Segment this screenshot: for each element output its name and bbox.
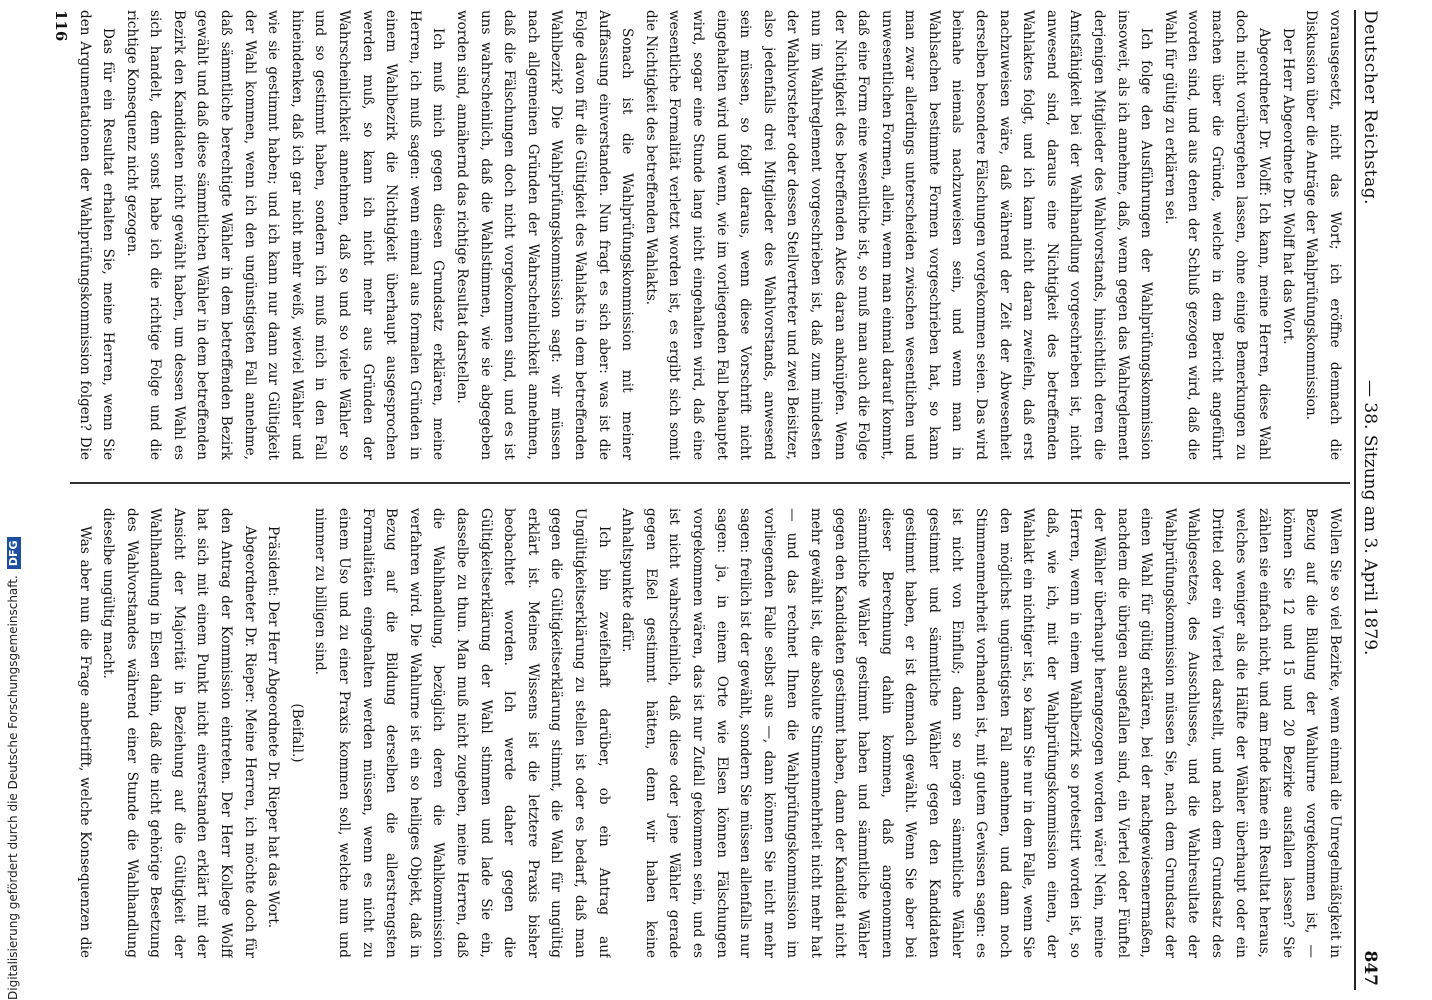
paragraph: Abgeordneter Dr. Rieper: Meine Herren, ich möchte doch für den Antrag der Kommission eintreten. Der Herr Kollege Wolff hat sich mit einem Punkt nicht einverstanden erklärt mit der Ansicht der Majorität in Beziehung auf die Gültigkeit der Wahlhandlung in Elsen dahin, daß die nicht gehörige Besetzung des Wahlvorstandes während einer Stunde die Wahlhandlung dieselbe ungültig macht.	[100, 508, 258, 958]
page-number: 847	[1360, 950, 1380, 986]
paragraph: Der Herr Abgeordnete Dr. Wolff hat das Wort.	[1279, 28, 1296, 345]
paragraph: Das für ein Resultat erhalten Sie, meine Herren, wenn Sie den Argumentationen der Wahlprüfungskommission folgen? Die	[76, 10, 117, 460]
running-header	[1354, 10, 1384, 990]
paragraph: Abgeordneter Dr. Wolff: Ich kann, meine Herren, diese Wahl doch nicht vorübergehen lassen, ohne einige Bemerkungen zu machen über die Gründe, welche in dem Bericht angeführt worden sind, und aus denen der Schluß gezogen wird, daß die Wahl für gültig zu erklären sei.	[1161, 10, 1273, 460]
header-session: — 38. Sitzung am 3. April 1879.	[1360, 380, 1380, 656]
left-column	[76, 10, 1346, 460]
header-title: Deutscher Reichstag.	[1360, 10, 1380, 205]
paragraph: Ich folge den Ausführungen der Wahlprüfungskommission insoweit, als ich annehme, daß, wenn gegen das Wahlreglement derjenigen Mitglieder des Wahlvorstands, hinsichtlich deren die Amtsfähigkeit bei der Wahlhandlung vorgeschrieben ist, nicht anwesend sind, daraus eine Nichtigkeit des betreffenden Wahlaktes folgt, und ich kann nicht daran zweifeln, daß erst nachzuweisen wäre, daß während der Zeit der Abwesenheit derselben besondere Fälschungen vorgekommen seien. Das wird beinahe niemals nachzuweisen sein, und wenn man in Wahlsachen bestimmte Formen vorgeschrieben hat, so kann man zwar allerdings unterscheiden zwischen wesentlichen und unwesentlichen Formen, allein, wenn man einmal darauf kommt, daß eine Form eine wesentliche ist, so muß man auch die Folge der Nichtigkeit des betreffenden Aktes daran anknüpfen. Wenn nun im Wahlreglement vorgeschrieben ist, daß zum mindesten der Wahlvorsteher oder dessen Stellvertreter und zwei Beisitzer, also jedenfalls drei Mitglieder des Wahlvorstands, anwesend sein müssen, so folgt daraus, wenn diese Vorschrift nicht eingehalten wird und wenn, wie im vorliegenden Fall behauptet wird, sogar eine Stunde lang nicht eingehalten wird, daß eine wesentliche Formalität verletzt worden ist, es ergibt sich somit die Nichtigkeit des betreffenden Wahlakts.	[642, 10, 1155, 460]
right-column	[76, 508, 1346, 958]
paragraph: Ich bin zweifelhaft darüber, ob ein Antrag auf Ungültigkeitserklärung zu stellen ist oder es bedarf, daß man gegen die Gültigkeitserklärung stimmt, die Wahl für ungültig erklärt ist. Meines Wissens ist die letztere Praxis bisher beobachtet worden. Ich werde daher gegen die Gültigkeitserklärung der Wahl stimmen und lade Sie ein, dasselbe zu thun. Man muß nicht zugeben, meine Herren, daß die Wahlhandlung, bezüglich deren die Wahlkommission verfahren wird. Die Wahlurne ist ein so heiliges Objekt, daß in Bezug auf die Bildung derselben die allerstrengsten Formalitäten eingehalten werden müssen, wenn es nicht zu einem Uso und zu einer Praxis kommen soll, welche nun und nimmer zu billigen sind.	[312, 508, 612, 958]
paragraph: Präsident: Der Herr Abgeordnete Dr. Rieper hat das Wort.	[265, 526, 282, 929]
applause-note: (Beifall.)	[288, 703, 305, 763]
digitization-footer	[6, 0, 28, 1000]
paragraph: Sonach ist die Wahlprüfungskommission mit meiner Auffassung einverstanden. Nun fragt es sich aber: was ist die Folge davon für die Gültigkeit des Wahlakts in dem betreffenden Wahlbezirk? Die Wahlprüfungskommission sagt: wir müssen nach allgemeinen Gründen der Wahrscheinlichkeit annehmen, daß die Fälschungen doch nicht vorgekommen sind, und es ist uns wahrscheinlich, daß die Wahlstimmen, wie sie abgegeben worden sind, annähernd das richtige Resultat darstellen.	[454, 10, 636, 460]
dfg-logo: DFG	[7, 537, 21, 569]
signature-mark: 116	[52, 10, 70, 42]
paragraph: Ich muß mich gegen diesen Grundsatz erklären, meine Herren, ich muß sagen: wenn einmal aus formalen Gründen in einem Wahlbezirk die Nichtigkeit überhaupt ausgesprochen werden muß, so kann ich nicht mehr aus Gründen der Wahrscheinlichkeit annehmen, daß so und so viele Wähler so und so gestimmt haben, sondern ich muß mich in den Fall hineindenken, daß ich gar nicht mehr weiß, wieviel Wähler und wie sie gestimmt haben; und ich kann nur dann zur Gültigkeit der Wahl kommen, wenn ich den ungünstigsten Fall annehme, daß sämmtliche berechtigte Wähler in dem betreffenden Bezirk gewählt und daß diese sämmtlichen Wähler in dem betreffenden Bezirk den Kandidaten nicht gewählt haben, um dessen Wahl es sich handelt, denn sonst habe ich die richtige Folge und die richtige Konsequenz nicht gezogen.	[123, 10, 447, 460]
paragraph: Wollen Sie so viel Bezirke, wenn einmal die Unregelmäßigkeit in Bezug auf die Bildung der Wahlurne vorgekommen ist, — können Sie 12 und 15 und 20 Bezirke ausfallen lassen? Sie zählen sie einfach nicht, und am Ende käme ein Resultat heraus, welches weniger als die Hälfte der Wähler überhaupt oder ein Drittel oder ein Viertel darstellt, und nach dem Grundsatz des Wahlgesetzes, des Ausschlusses, und die Wahlresultate der Wahlprüfungskommission müssen Sie, nach dem Grundsatz der einen Wahl für gültig erklären, bei der nachgewiesenermaßen, nachdem die übrigen ausgefallen sind, ein Viertel oder Fünftel der Wähler überhaupt herangezogen worden wäre! Nein, meine Herren, wenn in einem Wahlbezirk so protestirt worden ist, so daß, wie ich, mit der Wahlprüfungskommission einen, der Wahlakt ein nichtiger ist, so kann Sie nur in dem Falle, wenn Sie den möglichst ungünstigsten Fall annehmen, und dann noch Stimmenmehrheit vorhanden ist, mit gutem Gewissen sagen: es ist nicht von Einfluß; dann so mögen sämmtliche Wähler gestimmt und sämmtliche Wähler gegen den Kandidaten gestimmt haben, er ist demnach gewählt. Wenn Sie aber bei dieser Berechnung dahin kommen, daß angenommen sämmtliche Wähler gestimmt haben und sämmtliche Wähler gegen den Kandidaten gestimmt haben, dann der Kandidat nicht mehr gewählt ist, die absolute Stimmenmehrheit nicht mehr hat — und das rechnet Ihnen die Wahlprüfungskommission im vorliegenden Falle selbst aus —, dann können Sie nicht mehr sagen: freilich ist der gewählt, sondern Sie müssen allenfalls nur sagen: ja, in einem Orte wie Elsen können Fälschungen vorgekommen wären, das ist nur Zufall gekommen sein, und es ist nicht wahrscheinlich, daß diese oder jene Wähler gerade gegen Eßel gestimmt hätten, denn wir haben keine Anhaltspunkte dafür.	[619, 508, 1343, 958]
footer-text: Digitalisierung gefördert durch die Deutsche Forschungsgemeinschaft.	[6, 575, 20, 1000]
column-divider	[70, 482, 1350, 484]
header-rule	[1354, 10, 1356, 990]
rotated-page	[50, 10, 1390, 990]
paragraph: vorausgesetzt, nicht das Wort; ich eröffne demnach die Diskussion über die Anträge der Wahlprüfungskommission.	[1303, 10, 1343, 460]
paragraph: Was aber nun die Frage anbetrifft, welche Konsequenzen die	[76, 526, 93, 958]
